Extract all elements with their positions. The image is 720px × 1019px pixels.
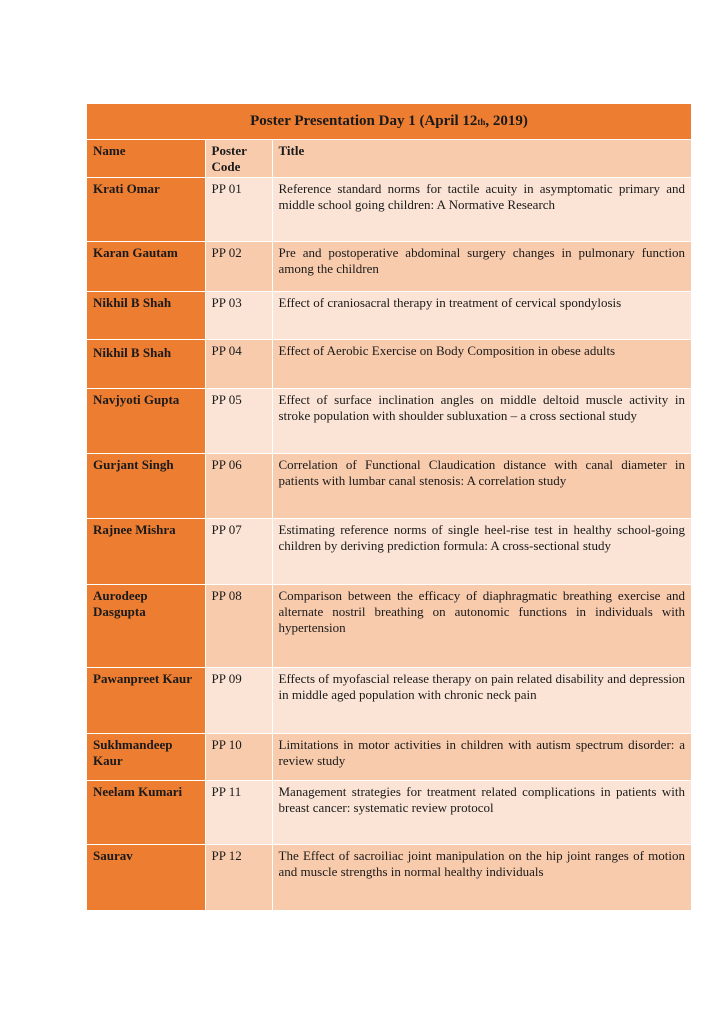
presenter-name: Nikhil B Shah [87,292,205,340]
poster-title: Estimating reference norms of single heel-rise test in healthy school-going children by deriving prediction formula: A cross-sectional study [272,519,691,585]
presenter-name: Pawanpreet Kaur [87,668,205,734]
table-title-sup: th [477,116,486,127]
presenter-name: Karan Gautam [87,242,205,292]
poster-schedule-table [87,104,691,911]
table-row [87,845,691,911]
poster-code: PP 06 [205,454,272,519]
poster-code: PP 12 [205,845,272,911]
poster-code: PP 10 [205,734,272,781]
poster-title: Effects of myofascial release therapy on pain related disability and depression in middle aged population with chronic neck pain [272,668,691,734]
table-row [87,389,691,454]
poster-code: PP 01 [205,178,272,242]
poster-title: Comparison between the efficacy of diaphragmatic breathing exercise and alternate nostril breathing on autonomic functions in individuals with hypertension [272,585,691,668]
table-title-suffix: , 2019) [485,113,528,129]
table-row [87,242,691,292]
table-row [87,668,691,734]
table-row [87,178,691,242]
presenter-name: Neelam Kumari [87,781,205,845]
column-header-code: Poster Code [205,140,272,178]
table-row [87,585,691,668]
table-title [87,104,691,140]
presenter-name: Nikhil B Shah [87,340,205,389]
table-row [87,454,691,519]
poster-code: PP 11 [205,781,272,845]
column-header-title: Title [272,140,691,178]
presenter-name: Krati Omar [87,178,205,242]
header-row [87,140,691,178]
table-row [87,519,691,585]
poster-title: Pre and postoperative abdominal surgery changes in pulmonary function among the children [272,242,691,292]
table-title-prefix: Poster Presentation Day 1 (April 12 [250,113,478,129]
poster-title: Effect of surface inclination angles on middle deltoid muscle activity in stroke population with shoulder subluxation – a cross sectional study [272,389,691,454]
presenter-name: Navjyoti Gupta [87,389,205,454]
column-header-name: Name [87,140,205,178]
presenter-name: Saurav [87,845,205,911]
poster-title: Management strategies for treatment related complications in patients with breast cancer: systematic review protocol [272,781,691,845]
poster-title: The Effect of sacroiliac joint manipulation on the hip joint ranges of motion and muscle strengths in normal healthy individuals [272,845,691,911]
poster-title: Effect of Aerobic Exercise on Body Composition in obese adults [272,340,691,389]
poster-code: PP 07 [205,519,272,585]
poster-code: PP 08 [205,585,272,668]
poster-title: Correlation of Functional Claudication distance with canal diameter in patients with lumbar canal stenosis: A correlation study [272,454,691,519]
presenter-name: Gurjant Singh [87,454,205,519]
poster-title: Reference standard norms for tactile acuity in asymptomatic primary and middle school going children: A Normative Research [272,178,691,242]
presenter-name: Aurodeep Dasgupta [87,585,205,668]
poster-code: PP 02 [205,242,272,292]
poster-code: PP 05 [205,389,272,454]
presenter-name: Sukhmandeep Kaur [87,734,205,781]
poster-code: PP 04 [205,340,272,389]
table-row [87,292,691,340]
table-row [87,734,691,781]
poster-title: Effect of craniosacral therapy in treatment of cervical spondylosis [272,292,691,340]
table-row [87,781,691,845]
poster-code: PP 09 [205,668,272,734]
table-row [87,340,691,389]
poster-title: Limitations in motor activities in children with autism spectrum disorder: a review study [272,734,691,781]
presenter-name: Rajnee Mishra [87,519,205,585]
poster-code: PP 03 [205,292,272,340]
